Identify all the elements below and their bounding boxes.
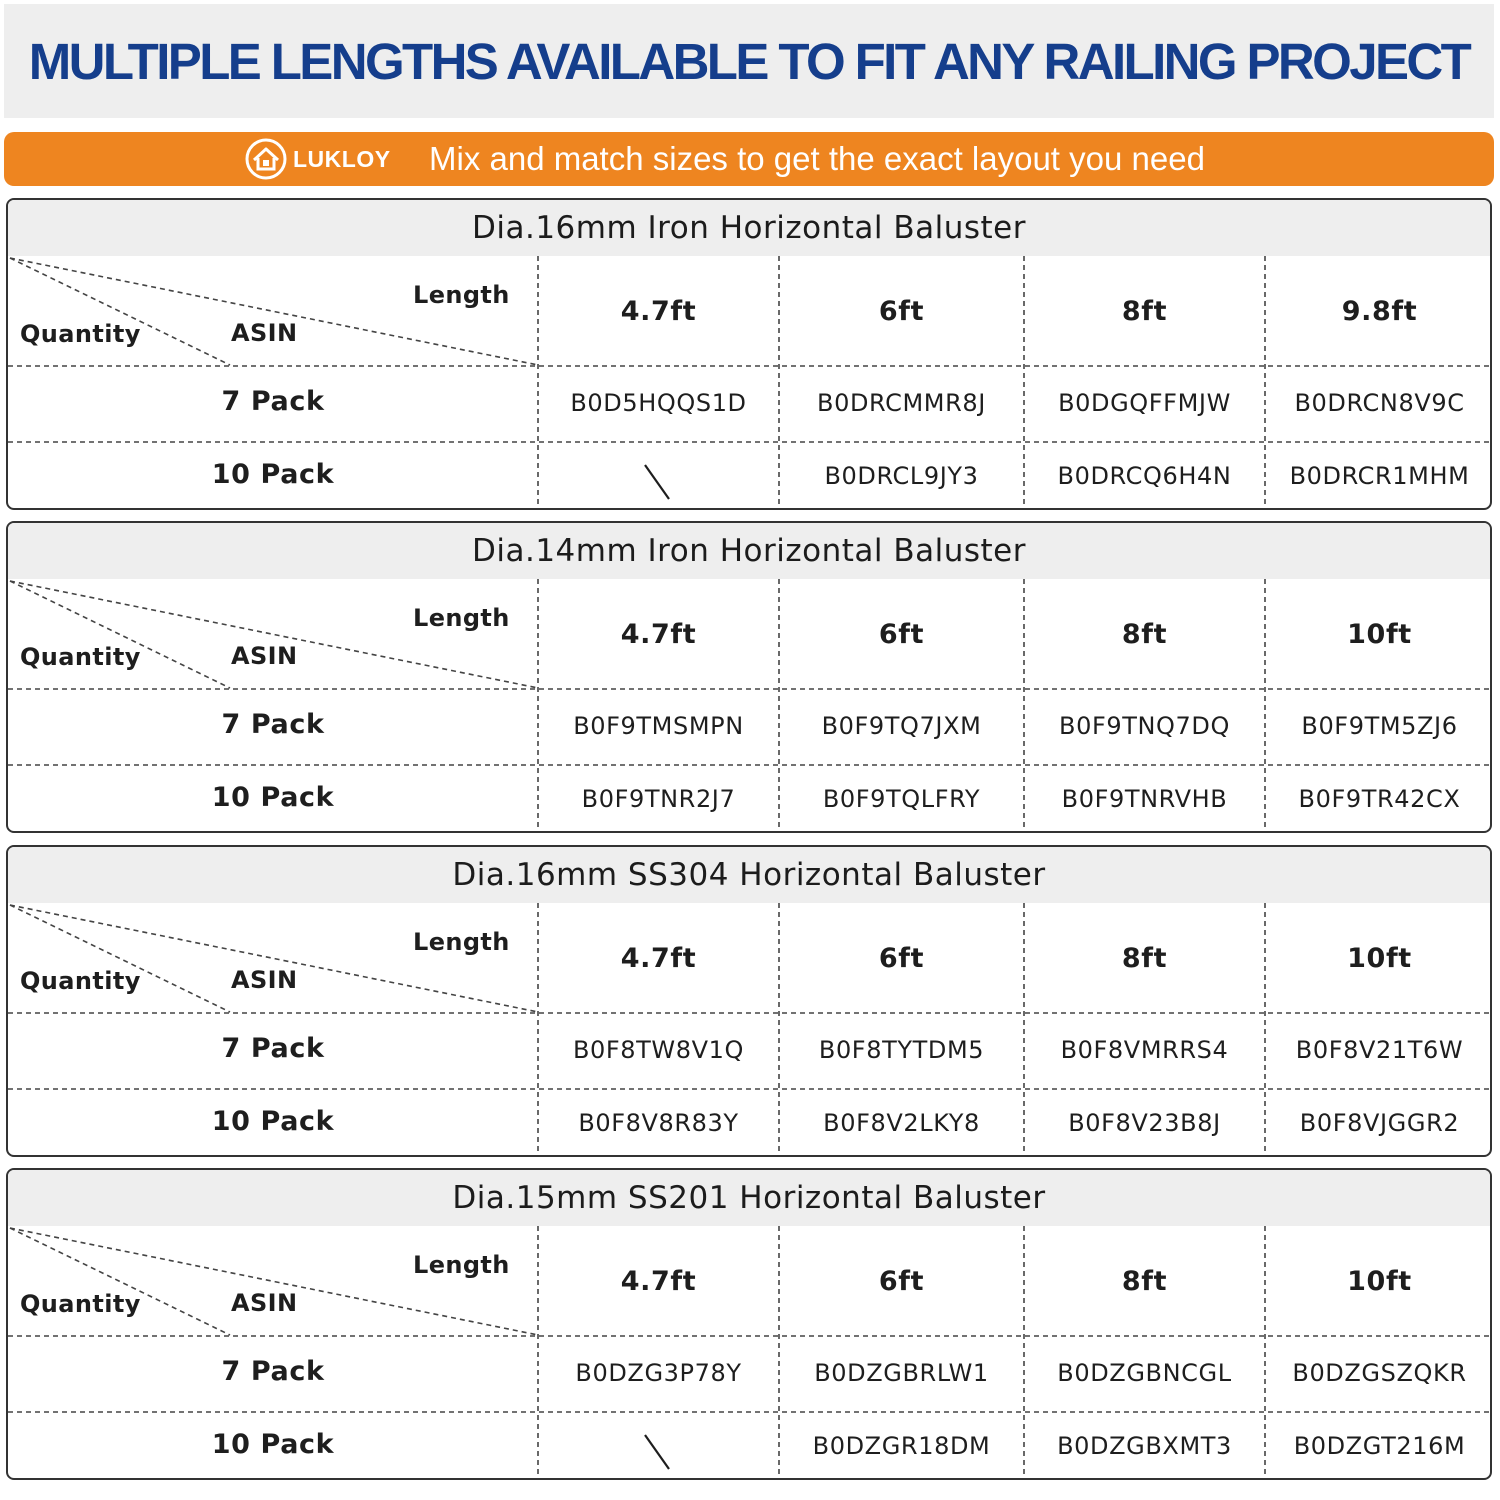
asin-cell: B0F8VJGGR2 (1299, 1109, 1460, 1137)
table-title: Dia.14mm Iron Horizontal Baluster (8, 523, 1490, 579)
page-title: MULTIPLE LENGTHS AVAILABLE TO FIT ANY RAILING PROJECT (28, 32, 1470, 90)
table-title: Dia.16mm Iron Horizontal Baluster (8, 200, 1490, 256)
asin-cell: B0F8TYTDM5 (818, 1036, 985, 1064)
corner-diagonal (10, 905, 230, 1012)
asin-cell: B0F9TQLFRY (822, 785, 981, 813)
baluster-table (6, 198, 1492, 510)
baluster-table (6, 521, 1492, 833)
length-header: 9.8ft (1341, 296, 1418, 327)
house-logo-icon (244, 137, 288, 181)
asin-cell: B0DRCMMR8J (817, 389, 986, 417)
asin-cell: B0F9TQ7JXM (821, 712, 982, 740)
corner-diagonal (10, 581, 538, 688)
not-available-icon (639, 461, 679, 501)
asin-cell: B0DZG3P78Y (575, 1359, 742, 1387)
corner-asin-label: ASIN (231, 1289, 298, 1317)
corner-quantity-label: Quantity (20, 1290, 141, 1318)
length-header: 6ft (878, 943, 925, 974)
length-header: 10ft (1347, 1266, 1412, 1297)
length-header: 8ft (1121, 296, 1168, 327)
brand-banner (4, 132, 1494, 186)
baluster-table (6, 1168, 1492, 1480)
page-headline (4, 4, 1494, 118)
length-header: 6ft (878, 619, 925, 650)
corner-asin-label: ASIN (231, 319, 298, 347)
corner-diagonal (10, 258, 538, 365)
asin-cell: B0DZGBNCGL (1057, 1359, 1232, 1387)
table-title: Dia.15mm SS201 Horizontal Baluster (8, 1170, 1490, 1226)
length-header: 8ft (1121, 1266, 1168, 1297)
quantity-label: 7 Pack (221, 1356, 325, 1387)
length-header: 6ft (878, 1266, 925, 1297)
asin-cell: B0DRCN8V9C (1294, 389, 1465, 417)
length-header: 8ft (1121, 619, 1168, 650)
length-header: 8ft (1121, 943, 1168, 974)
corner-length-label: Length (413, 1251, 510, 1279)
asin-cell: B0F8VMRRS4 (1060, 1036, 1229, 1064)
asin-cell: B0F8V8R83Y (578, 1109, 739, 1137)
corner-diagonal (10, 1228, 538, 1335)
asin-cell: B0DRCL9JY3 (824, 462, 979, 490)
asin-cell: B0DZGR18DM (812, 1432, 991, 1460)
not-available-icon (639, 1431, 679, 1471)
corner-quantity-label: Quantity (20, 643, 141, 671)
banner-tagline: Mix and match sizes to get the exact layout you need (429, 140, 1205, 177)
asin-cell: B0F9TNQ7DQ (1059, 712, 1230, 740)
quantity-label: 10 Pack (211, 782, 335, 813)
quantity-label: 7 Pack (221, 709, 325, 740)
baluster-table (6, 845, 1492, 1157)
asin-cell: B0F9TNRVHB (1061, 785, 1228, 813)
length-header: 4.7ft (620, 296, 697, 327)
asin-cell: B0DZGBRLW1 (814, 1359, 989, 1387)
asin-cell: B0F9TR42CX (1298, 785, 1461, 813)
corner-length-label: Length (413, 604, 510, 632)
corner-asin-label: ASIN (231, 966, 298, 994)
length-header: 4.7ft (620, 1266, 697, 1297)
quantity-label: 10 Pack (211, 1429, 335, 1460)
quantity-label: 7 Pack (221, 1033, 325, 1064)
length-header: 10ft (1347, 619, 1412, 650)
corner-length-label: Length (413, 928, 510, 956)
brand-logo (244, 137, 391, 181)
asin-cell: B0F9TM5ZJ6 (1301, 712, 1458, 740)
corner-quantity-label: Quantity (20, 320, 141, 348)
asin-cell: B0F8V23B8J (1068, 1109, 1221, 1137)
length-header: 10ft (1347, 943, 1412, 974)
quantity-label: 10 Pack (211, 459, 335, 490)
asin-cell: B0DRCR1MHM (1289, 462, 1470, 490)
asin-cell: B0DZGBXMT3 (1057, 1432, 1232, 1460)
asin-cell: B0F8V2LKY8 (823, 1109, 980, 1137)
asin-cell: B0F9TNR2J7 (581, 785, 736, 813)
length-header: 4.7ft (620, 619, 697, 650)
corner-length-label: Length (413, 281, 510, 309)
asin-cell: B0DZGT216M (1293, 1432, 1466, 1460)
length-header: 6ft (878, 296, 925, 327)
length-header: 4.7ft (620, 943, 697, 974)
table-title: Dia.16mm SS304 Horizontal Baluster (8, 847, 1490, 903)
corner-diagonal (10, 581, 230, 688)
asin-cell: B0F8V21T6W (1295, 1036, 1464, 1064)
corner-asin-label: ASIN (231, 642, 298, 670)
corner-diagonal (10, 1228, 230, 1335)
asin-cell: B0DGQFFMJW (1058, 389, 1231, 417)
quantity-label: 7 Pack (221, 386, 325, 417)
corner-diagonal (10, 905, 538, 1012)
brand-name: LUKLOY (293, 145, 391, 172)
asin-cell: B0DZGSZQKR (1292, 1359, 1467, 1387)
asin-cell: B0F8TW8V1Q (572, 1036, 745, 1064)
quantity-label: 10 Pack (211, 1106, 335, 1137)
asin-cell: B0D5HQQS1D (570, 389, 747, 417)
corner-quantity-label: Quantity (20, 967, 141, 995)
asin-cell: B0DRCQ6H4N (1057, 462, 1232, 490)
corner-diagonal (10, 258, 230, 365)
asin-cell: B0F9TMSMPN (573, 712, 744, 740)
